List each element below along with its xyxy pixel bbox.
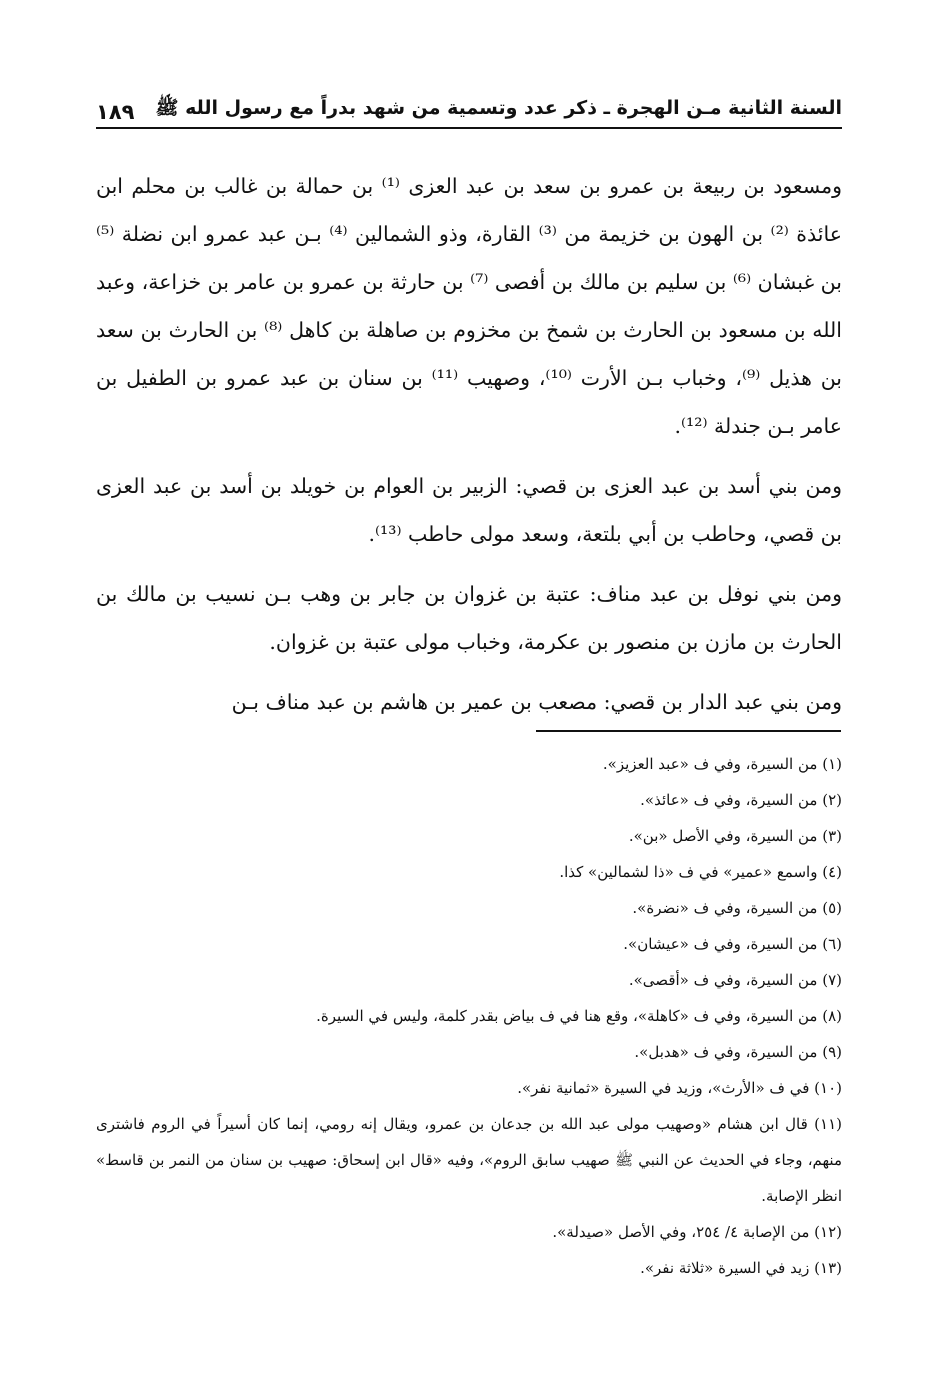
page-header bbox=[96, 88, 842, 124]
footnote: (١٢) من الإصابة ٤/ ٢٥٤، وفي الأصل «صيدلة». bbox=[552, 1223, 842, 1241]
footnote: (٢) من السيرة، وفي ف «عائذ». bbox=[640, 791, 842, 809]
paragraph: ومن بني عبد الدار بن قصي: مصعب بن عمير بن هاشم بن عبد مناف بـن bbox=[231, 690, 842, 714]
footnote: (١٣) زيد في السيرة «ثلاثة نفر». bbox=[640, 1259, 842, 1277]
running-title: السنة الثانية مـن الهجرة ـ ذكر عدد وتسمية من شهد بدراً مع رسول الله ﷺ bbox=[155, 97, 842, 119]
footnote: (٧) من السيرة، وفي ف «أقصى». bbox=[628, 971, 842, 989]
page-number: ١٨٩ bbox=[96, 100, 135, 124]
footnote: (١١) قال ابن هشام «وصهيب مولى عبد الله بن جدعان بن عمرو، ويقال إنه رومي، إنما كان أسيراً في الروم فاشترى منهم، وجاء في الحديث عن النبي ﷺ صهيب سابق الروم»، وفيه «قال ابن إسحاق: صهيب بن سنان من النمر بن قاسط» انظر الإصابة. bbox=[96, 1115, 842, 1205]
footnote: (٣) من السيرة، وفي الأصل «بن». bbox=[628, 827, 842, 845]
paragraph: ومن بني نوفل بن عبد مناف: عتبة بن غزوان بن جابر بن وهب بـن نسيب بن مالك بن الحارث بن مازن بن منصور بن عكرمة، وخباب مولى عتبة بن غزوان. bbox=[96, 582, 842, 654]
footnotes bbox=[96, 746, 842, 1286]
footnote: (٥) من السيرة، وفي ف «نضرة». bbox=[632, 899, 842, 917]
paragraph: ومسعود بن ربيعة بن عمرو بن سعد بن عبد العزى ⁽¹⁾ بن حمالة بن غالب بن محلم ابن عائذة ⁽²⁾ بن الهون بن خزيمة من ⁽³⁾ القارة، وذو الشمالين ⁽⁴⁾ بـن عبد عمرو ابن نضلة ⁽⁵⁾ بن غبشان ⁽⁶⁾ بن سليم بن مالك بن أفصى ⁽⁷⁾ بن حارثة بن عمرو بن عامر بن خزاعة، وعبد الله بن مسعود بن الحارث بن شمخ بن مخزوم بن صاهلة بن كاهل ⁽⁸⁾ بن الحارث بن سعد بن هذيل ⁽⁹⁾، وخباب بـن الأرت ⁽¹⁰⁾، وصهيب ⁽¹¹⁾ بن سنان بن عبد عمرو بن الطفيل بن عامر بـن جندلة ⁽¹²⁾. bbox=[96, 174, 843, 438]
footnote: (٨) من السيرة، وفي ف «كاهلة»، وقع هنا في ف بياض بقدر كلمة، وليس في السيرة. bbox=[316, 1007, 842, 1025]
footnote: (٩) من السيرة، وفي ف «هدبل». bbox=[634, 1043, 842, 1061]
footnote: (٦) من السيرة، وفي ف «عيشان». bbox=[623, 935, 842, 953]
footnote: (٤) واسمع «عمير» في ف «ذا لشمالين» كذا. bbox=[559, 863, 842, 881]
paragraph: ومن بني أسد بن عبد العزى بن قصي: الزبير بن العوام بن خويلد بن أسد بن عبد العزى بن قصي، وحاطب بن أبي بلتعة، وسعد مولى حاطب ⁽¹³⁾. bbox=[96, 474, 842, 546]
footnote: (١٠) في ف «الأرث»، وزيد في السيرة «ثمانية نفر». bbox=[517, 1079, 842, 1097]
footnote-separator bbox=[536, 730, 841, 732]
header-rule bbox=[96, 127, 842, 129]
main-text bbox=[96, 162, 842, 726]
footnote: (١) من السيرة، وفي ف «عبد العزيز». bbox=[602, 755, 842, 773]
